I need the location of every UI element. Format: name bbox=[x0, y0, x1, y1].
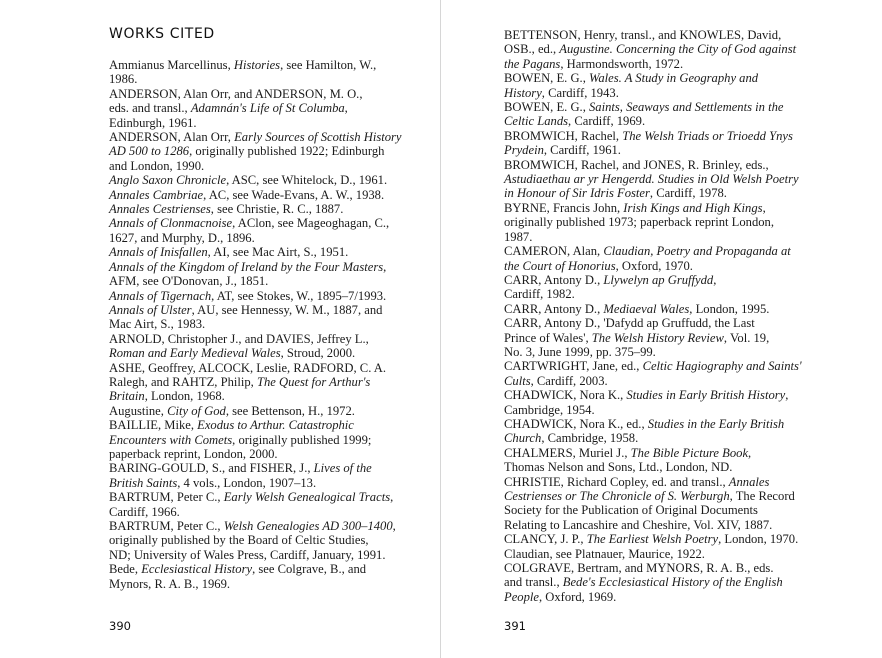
bibliography-entry bbox=[504, 316, 826, 359]
entry-line bbox=[504, 474, 826, 489]
bibliography-list bbox=[109, 58, 401, 591]
bibliography-entry bbox=[504, 359, 826, 388]
bibliography-entry bbox=[109, 418, 401, 461]
bibliography-entry bbox=[109, 289, 401, 303]
entry-line bbox=[109, 533, 401, 548]
entry-text: BROMWICH, Rachel, bbox=[504, 128, 623, 143]
italic-title: Anglo Saxon Chronicle bbox=[109, 173, 227, 188]
entry-line bbox=[504, 71, 826, 86]
entry-line bbox=[504, 460, 826, 475]
bibliography-entry bbox=[109, 490, 401, 519]
entry-text: Thomas Nelson and Sons, Ltd., London, ND. bbox=[504, 460, 733, 475]
entry-line bbox=[109, 130, 402, 145]
entry-text: , Vol. 19, bbox=[723, 330, 770, 345]
bibliography-entry bbox=[109, 173, 401, 187]
entry-text: 1987. bbox=[504, 229, 533, 244]
entry-text: CARR, Antony D., 'Dafydd ap Gruffudd, the Last bbox=[504, 316, 755, 331]
italic-title: Celtic Lands bbox=[504, 114, 569, 129]
entry-line bbox=[504, 258, 826, 273]
italic-title: Britain bbox=[109, 389, 145, 404]
entry-line bbox=[109, 259, 401, 274]
entry-line bbox=[504, 388, 826, 403]
entry-text: , bbox=[785, 388, 789, 403]
entry-text: CLANCY, J. P., bbox=[504, 532, 587, 547]
entry-line bbox=[504, 42, 826, 57]
italic-title: the Pagans bbox=[504, 56, 561, 71]
entry-line bbox=[504, 301, 826, 316]
entry-text: eds. and transl., bbox=[109, 101, 191, 116]
entry-line bbox=[109, 274, 401, 289]
entry-text: , London, 1968. bbox=[144, 389, 225, 404]
entry-line bbox=[504, 28, 826, 42]
entry-text: OSB., ed., bbox=[504, 42, 560, 57]
italic-title: Exodus to Arthur. Catastrophic bbox=[197, 418, 354, 433]
italic-title: Adamnán's Life of St Columba bbox=[190, 101, 345, 116]
entry-line bbox=[504, 85, 826, 100]
entry-text: Cambridge, 1954. bbox=[504, 402, 595, 417]
italic-title: Astudiaethau ar yr Hengerdd. Studies in Old Welsh Poetry bbox=[504, 172, 799, 187]
entry-text: BOWEN, E. G., bbox=[504, 100, 589, 115]
entry-line bbox=[504, 589, 826, 604]
italic-title: Studies in Early British History bbox=[626, 388, 786, 403]
entry-text: 1627, and Murphy, D., 1896. bbox=[109, 230, 255, 245]
bibliography-entry bbox=[109, 130, 401, 173]
bibliography-entry bbox=[504, 417, 826, 446]
bibliography-entry bbox=[109, 216, 401, 245]
entry-text: 1986. bbox=[109, 72, 138, 87]
italic-title: People bbox=[504, 589, 539, 604]
bibliography-entry bbox=[504, 71, 826, 100]
bibliography-entry bbox=[504, 302, 826, 316]
entry-line bbox=[109, 389, 401, 404]
bibliography-entry bbox=[109, 461, 401, 490]
entry-line bbox=[109, 432, 401, 447]
entry-text: , AC, see Wade-Evans, A. W., 1938. bbox=[203, 187, 385, 202]
entry-line bbox=[109, 202, 401, 217]
entry-text: , see Hamilton, W., bbox=[280, 58, 377, 72]
bibliography-entry bbox=[504, 532, 826, 546]
italic-title: Saints, Seaways and Settlements in the bbox=[589, 100, 784, 115]
entry-text: CHALMERS, Muriel J., bbox=[504, 445, 631, 460]
italic-title: Llywelyn ap Gruffydd bbox=[603, 272, 714, 287]
entry-text: Mynors, R. A. B., 1969. bbox=[109, 576, 231, 591]
entry-text: , originally published 1999; bbox=[232, 432, 372, 447]
entry-line bbox=[504, 157, 826, 172]
entry-line bbox=[109, 187, 401, 202]
entry-line bbox=[504, 575, 826, 590]
entry-text: , London, 1995. bbox=[689, 301, 770, 316]
italic-title: The Welsh Triads or Trioedd Ynys bbox=[622, 128, 793, 143]
entry-text: BARTRUM, Peter C., bbox=[109, 519, 224, 533]
italic-title: Cults bbox=[504, 373, 531, 388]
entry-text: , Cardiff, 1943. bbox=[541, 85, 619, 100]
entry-text: ANDERSON, Alan Orr, bbox=[109, 130, 235, 145]
entry-text: , see Christie, R. C., 1887. bbox=[210, 202, 344, 217]
bibliography-entry bbox=[109, 332, 401, 361]
entry-line bbox=[504, 316, 826, 331]
right-page bbox=[441, 0, 882, 658]
entry-text: , bbox=[748, 445, 752, 460]
entry-text: Cardiff, 1982. bbox=[504, 287, 575, 302]
italic-title: The Welsh History Review bbox=[591, 330, 724, 345]
bibliography-entry bbox=[109, 361, 401, 404]
entry-line bbox=[504, 100, 826, 115]
entry-line bbox=[504, 402, 826, 417]
entry-text: Ralegh, and RAHTZ, Philip, bbox=[109, 374, 257, 389]
entry-line bbox=[109, 576, 401, 591]
entry-text: Cardiff, 1966. bbox=[109, 504, 180, 519]
entry-line bbox=[109, 115, 401, 130]
entry-text: , AT, see Stokes, W., 1895–7/1993. bbox=[211, 288, 387, 303]
entry-line bbox=[504, 416, 826, 431]
entry-text: , bbox=[392, 519, 396, 533]
italic-title: Early Welsh Genealogical Tracts bbox=[223, 490, 391, 505]
italic-title: Annals of Tigernach bbox=[109, 288, 212, 303]
bibliography-entry bbox=[109, 58, 401, 87]
entry-text: and London, 1990. bbox=[109, 158, 205, 173]
entry-text: BARTRUM, Peter C., bbox=[109, 490, 224, 505]
entry-line bbox=[109, 374, 401, 389]
entry-text: CAMERON, Alan, bbox=[504, 244, 604, 259]
entry-line bbox=[504, 330, 826, 345]
italic-title: Annales bbox=[728, 474, 770, 489]
italic-title: Irish Kings and High Kings bbox=[623, 200, 763, 215]
entry-line bbox=[109, 144, 401, 159]
entry-line bbox=[504, 272, 826, 287]
italic-title: History bbox=[504, 85, 542, 100]
entry-text: BETTENSON, Henry, transl., and KNOWLES, David, bbox=[504, 28, 782, 42]
entry-line bbox=[504, 200, 826, 215]
entry-text: , 4 vols., London, 1907–13. bbox=[177, 475, 317, 490]
entry-text: BAILLIE, Mike, bbox=[109, 418, 198, 433]
entry-line bbox=[109, 446, 401, 461]
bibliography-entry bbox=[504, 446, 826, 475]
entry-text: , Cardiff, 1961. bbox=[543, 143, 621, 158]
entry-line bbox=[504, 359, 826, 374]
italic-title: Annales Cestrienses bbox=[109, 202, 211, 217]
bibliography-entry bbox=[109, 245, 401, 259]
entry-text: paperback reprint, London, 2000. bbox=[109, 446, 278, 461]
entry-text: Edinburgh, 1961. bbox=[109, 115, 197, 130]
italic-title: Annals of Ulster bbox=[109, 302, 192, 317]
entry-line bbox=[109, 346, 401, 361]
italic-title: Prydein bbox=[504, 143, 544, 158]
bibliography-entry bbox=[504, 561, 826, 604]
page-number: 391 bbox=[504, 619, 526, 633]
entry-text: , bbox=[713, 272, 717, 287]
entry-text: BROMWICH, Rachel, and JONES, R. Brinley, eds., bbox=[504, 157, 769, 172]
entry-text: ASHE, Geoffrey, ALCOCK, Leslie, RADFORD, C. A. bbox=[109, 360, 387, 375]
entry-line bbox=[109, 403, 401, 418]
entry-text: , Harmondsworth, 1972. bbox=[560, 56, 684, 71]
left-page bbox=[0, 0, 440, 658]
entry-text: , Cardiff, 2003. bbox=[530, 373, 608, 388]
entry-line bbox=[109, 317, 401, 332]
entry-text: CARTWRIGHT, Jane, ed., bbox=[504, 359, 643, 374]
italic-title: AD 500 to 1286 bbox=[109, 144, 190, 159]
entry-line bbox=[109, 72, 401, 87]
entry-line bbox=[504, 489, 826, 503]
bibliography-entry bbox=[109, 519, 401, 562]
entry-text: , bbox=[390, 490, 394, 505]
entry-text: CHRISTIE, Richard Copley, ed. and transl., bbox=[504, 474, 729, 489]
entry-text: , bbox=[344, 101, 348, 116]
italic-title: Encounters with Comets bbox=[109, 432, 233, 447]
entry-line bbox=[109, 245, 401, 260]
italic-title: Annals of Clonmacnoise bbox=[109, 216, 233, 231]
entry-text: , ASC, see Whitelock, D., 1961. bbox=[226, 173, 388, 188]
italic-title: Ecclesiastical History bbox=[141, 562, 253, 577]
italic-title: Early Sources of Scottish History bbox=[234, 130, 402, 145]
entry-line bbox=[109, 173, 401, 188]
italic-title: Studies in the Early British bbox=[647, 416, 785, 431]
entry-text: , see Colgrave, B., and bbox=[252, 562, 367, 577]
entry-text: BOWEN, E. G., bbox=[504, 71, 589, 86]
bibliography-entry bbox=[504, 388, 826, 417]
entry-text: ANDERSON, Alan Orr, and ANDERSON, M. O., bbox=[109, 86, 363, 101]
entry-text: Prince of Wales', bbox=[504, 330, 592, 345]
entry-line bbox=[504, 287, 826, 302]
entry-text: , originally published 1922; Edinburgh bbox=[189, 144, 385, 159]
bibliography-entry bbox=[504, 547, 826, 561]
entry-line bbox=[109, 331, 401, 346]
entry-text: , AI, see Mac Airt, S., 1951. bbox=[207, 245, 349, 260]
entry-text: , The Record bbox=[729, 489, 795, 503]
bibliography-list bbox=[504, 28, 826, 604]
entry-text: , Cardiff, 1969. bbox=[568, 114, 646, 129]
italic-title: Roman and Early Medieval Wales bbox=[109, 346, 281, 361]
entry-line bbox=[109, 230, 401, 245]
italic-title: Augustine. Concerning the City of God against bbox=[559, 42, 797, 57]
italic-title: Mediaeval Wales bbox=[603, 301, 690, 316]
italic-title: Church bbox=[504, 431, 542, 446]
section-heading: WORKS CITED bbox=[109, 26, 215, 42]
italic-title: Cestrienses or The Chronicle of S. Werburgh bbox=[504, 489, 730, 503]
entry-line bbox=[504, 128, 826, 143]
italic-title: Claudian, Poetry and Propaganda at bbox=[603, 244, 791, 259]
page-number: 390 bbox=[109, 619, 131, 633]
bibliography-entry bbox=[504, 158, 826, 201]
entry-line bbox=[504, 517, 826, 532]
entry-line bbox=[109, 101, 401, 116]
entry-line bbox=[109, 475, 401, 490]
entry-line bbox=[109, 302, 401, 317]
entry-text: AFM, see O'Donovan, J., 1851. bbox=[109, 274, 269, 289]
entry-text: CHADWICK, Nora K., bbox=[504, 388, 627, 403]
entry-line bbox=[504, 532, 826, 547]
entry-line bbox=[109, 547, 401, 562]
entry-line bbox=[109, 288, 401, 303]
italic-title: in Honour of Sir Idris Foster bbox=[504, 186, 650, 201]
bibliography-entry bbox=[504, 273, 826, 302]
italic-title: Annales Cambriae bbox=[109, 187, 204, 202]
entry-text: , AU, see Hennessy, W. M., 1887, and bbox=[191, 302, 383, 317]
entry-line bbox=[504, 114, 826, 129]
entry-line bbox=[109, 58, 401, 72]
italic-title: Bede's Ecclesiastical History of the English bbox=[562, 575, 783, 590]
italic-title: the Court of Honorius bbox=[504, 258, 616, 273]
bibliography-entry bbox=[504, 28, 826, 71]
italic-title: The Earliest Welsh Poetry bbox=[586, 532, 719, 547]
entry-line bbox=[109, 216, 401, 231]
entry-text: ND; University of Wales Press, Cardiff, January, 1991. bbox=[109, 547, 386, 562]
entry-text: originally published by the Board of Celtic Studies, bbox=[109, 533, 369, 548]
bibliography-entry bbox=[504, 244, 826, 273]
italic-title: Annals of the Kingdom of Ireland by the Four Masters bbox=[109, 259, 384, 274]
entry-line bbox=[504, 172, 826, 187]
entry-text: , bbox=[383, 259, 387, 274]
bibliography-entry bbox=[504, 129, 826, 158]
entry-text: Augustine, bbox=[109, 403, 168, 418]
entry-line bbox=[504, 56, 826, 71]
entry-text: Bede, bbox=[109, 562, 142, 577]
italic-title: Histories bbox=[233, 58, 281, 72]
entry-text: Mac Airt, S., 1983. bbox=[109, 317, 206, 332]
entry-line bbox=[504, 215, 826, 230]
entry-line bbox=[504, 373, 826, 388]
entry-line bbox=[504, 546, 826, 561]
entry-line bbox=[109, 519, 401, 533]
entry-line bbox=[109, 504, 401, 519]
bibliography-entry bbox=[109, 188, 401, 202]
entry-text: CARR, Antony D., bbox=[504, 272, 604, 287]
entry-text: , Cambridge, 1958. bbox=[541, 431, 639, 446]
entry-line bbox=[109, 418, 401, 433]
italic-title: Wales. A Study in Geography and bbox=[589, 71, 759, 86]
bibliography-entry bbox=[109, 303, 401, 332]
entry-line bbox=[504, 186, 826, 201]
italic-title: Celtic Hagiography and Saints' bbox=[642, 359, 802, 374]
entry-text: CARR, Antony D., bbox=[504, 301, 604, 316]
entry-text: ARNOLD, Christopher J., and DAVIES, Jeffrey L., bbox=[109, 331, 369, 346]
bibliography-entry bbox=[504, 201, 826, 244]
bibliography-entry bbox=[109, 404, 401, 418]
italic-title: City of God bbox=[167, 403, 226, 418]
bibliography-entry bbox=[109, 202, 401, 216]
entry-text: Relating to Lancashire and Cheshire, Vol. XIV, 1887. bbox=[504, 517, 773, 532]
entry-text: , London, 1970. bbox=[718, 532, 799, 547]
entry-line bbox=[504, 244, 826, 259]
italic-title: The Quest for Arthur's bbox=[256, 374, 371, 389]
bibliography-entry bbox=[504, 100, 826, 129]
entry-text: BYRNE, Francis John, bbox=[504, 200, 624, 215]
entry-line bbox=[504, 229, 826, 244]
entry-text: , see Bettenson, H., 1972. bbox=[225, 403, 355, 418]
bibliography-entry bbox=[109, 260, 401, 289]
italic-title: Welsh Genealogies AD 300–1400 bbox=[223, 519, 393, 533]
italic-title: Annals of Inisfallen bbox=[109, 245, 208, 260]
entry-text: , Cardiff, 1978. bbox=[649, 186, 727, 201]
entry-line bbox=[504, 445, 826, 460]
entry-line bbox=[109, 158, 401, 173]
entry-text: and transl., bbox=[504, 575, 563, 590]
entry-line bbox=[504, 561, 826, 576]
italic-title: The Bible Picture Book bbox=[630, 445, 749, 460]
entry-text: Ammianus Marcellinus, bbox=[109, 58, 234, 72]
entry-text: originally published 1973; paperback reprint London, bbox=[504, 215, 775, 230]
entry-line bbox=[504, 431, 826, 446]
entry-text: , AClon, see Mageoghagan, C., bbox=[232, 216, 390, 231]
entry-line bbox=[109, 461, 401, 476]
entry-text: , Oxford, 1969. bbox=[538, 589, 617, 604]
entry-text: Claudian, see Platnauer, Maurice, 1922. bbox=[504, 546, 705, 561]
entry-text: CHADWICK, Nora K., ed., bbox=[504, 416, 648, 431]
bibliography-entry bbox=[109, 562, 401, 591]
entry-text: COLGRAVE, Bertram, and MYNORS, R. A. B., eds. bbox=[504, 561, 774, 576]
entry-line bbox=[109, 86, 401, 101]
entry-text: , Stroud, 2000. bbox=[280, 346, 356, 361]
entry-text: BARING-GOULD, S., and FISHER, J., bbox=[109, 461, 314, 476]
entry-line bbox=[109, 360, 401, 375]
entry-text: No. 3, June 1999, pp. 375–99. bbox=[504, 344, 656, 359]
entry-text: , Oxford, 1970. bbox=[615, 258, 693, 273]
entry-text: Society for the Publication of Original Documents bbox=[504, 503, 758, 518]
entry-line bbox=[109, 562, 401, 577]
italic-title: Lives of the bbox=[313, 461, 372, 476]
entry-text: , bbox=[762, 200, 766, 215]
entry-line bbox=[504, 143, 826, 158]
entry-line bbox=[504, 344, 826, 359]
entry-line bbox=[504, 503, 826, 518]
italic-title: British Saints bbox=[109, 475, 178, 490]
bibliography-entry bbox=[504, 475, 826, 533]
bibliography-entry bbox=[109, 87, 401, 130]
entry-line bbox=[109, 490, 401, 505]
